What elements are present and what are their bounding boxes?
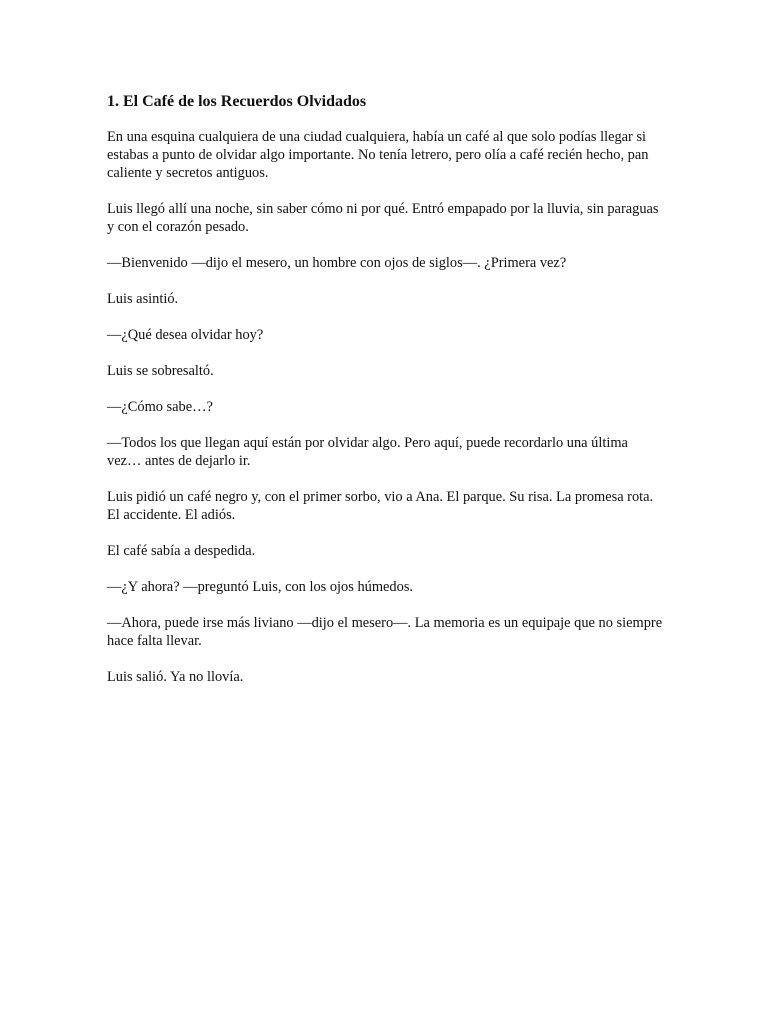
paragraph: En una esquina cualquiera de una ciudad cualquiera, había un café al que solo podías llegar si estabas a punto de olvidar algo importante. No tenía letrero, pero olía a café recién hecho, pan caliente y secretos antiguos. — [107, 129, 649, 181]
paragraph: —Todos los que llegan aquí están por olvidar algo. Pero aquí, puede recordarlo una última vez… antes de dejarlo ir. — [107, 435, 628, 469]
paragraph: Luis asintió. — [107, 291, 179, 307]
paragraph: Luis se sobresaltó. — [107, 363, 214, 379]
document-body — [107, 92, 663, 704]
paragraph: —Ahora, puede irse más liviano —dijo el mesero—. La memoria es un equipaje que no siempre hace falta llevar. — [107, 615, 663, 649]
paragraph: —Bienvenido —dijo el mesero, un hombre con ojos de siglos—. ¿Primera vez? — [107, 255, 567, 271]
paragraph: —¿Cómo sabe…? — [107, 399, 213, 415]
paragraph: —¿Y ahora? —preguntó Luis, con los ojos húmedos. — [107, 579, 414, 595]
paragraph: El café sabía a despedida. — [107, 543, 256, 559]
document-title: 1. El Café de los Recuerdos Olvidados — [107, 93, 367, 110]
paragraph: Luis pidió un café negro y, con el primer sorbo, vio a Ana. El parque. Su risa. La promesa rota. El accidente. El adiós. — [107, 489, 654, 523]
paragraph: Luis llegó allí una noche, sin saber cómo ni por qué. Entró empapado por la lluvia, sin paraguas y con el corazón pesado. — [107, 201, 659, 235]
paragraph: Luis salió. Ya no llovía. — [107, 669, 244, 685]
paragraph: —¿Qué desea olvidar hoy? — [107, 327, 264, 343]
